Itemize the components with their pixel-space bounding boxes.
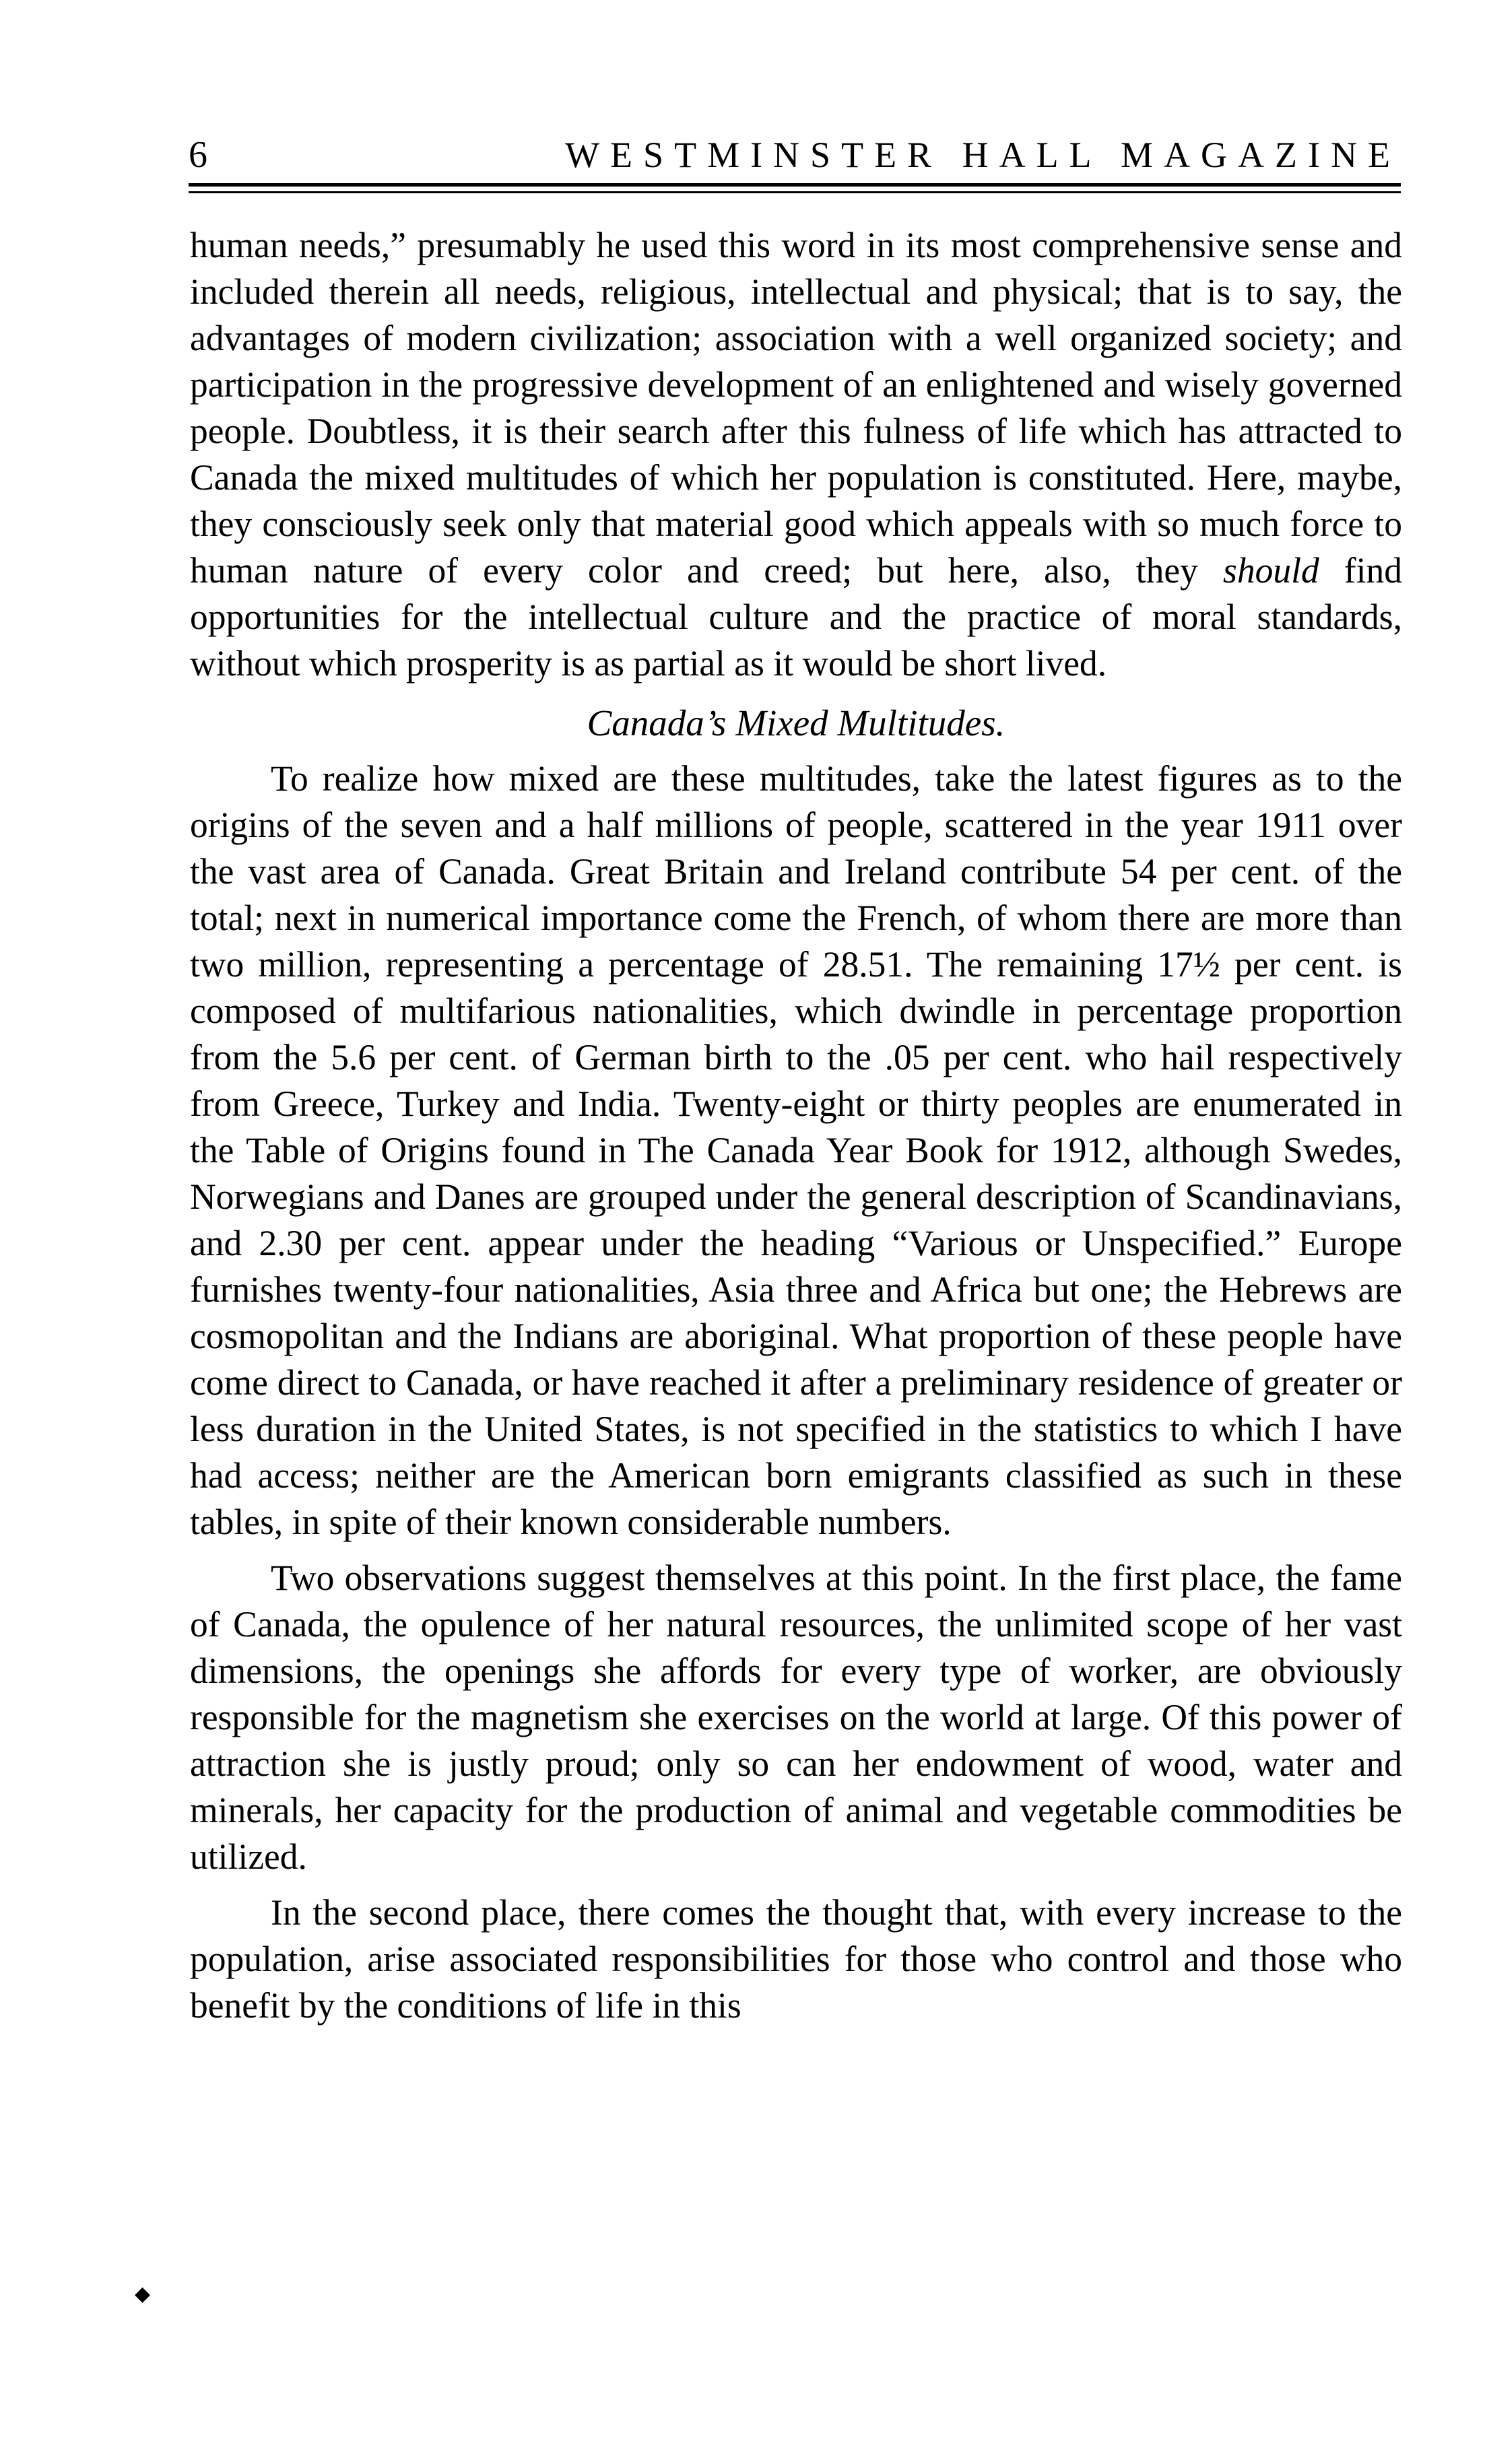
paragraph: Two observations suggest themselves at this point. In the first place, the fame of Canada, the opulence of her natural resources, the unlimited scope of her vast dimensions, the openings she affords for every type of worker, are obviously responsible for the magnetism she exercises on the world at large. Of this power of attraction she is justly proud; only so can her endowment of wood, water and minerals, her capacity for the production of animal and vegetable commodities be utilized. bbox=[190, 1558, 1402, 1877]
paragraph: In the second place, there comes the thought that, with every increase to the population, arise associated responsibilities for those who control and those who benefit by the conditions of life in this bbox=[190, 1892, 1402, 2026]
paragraph-text: find opportunities for the intellectual culture and the practice of moral standards, without which prosperity is as partial as it would be short lived. bbox=[190, 550, 1402, 684]
header-rule-thick bbox=[189, 183, 1401, 187]
page-number: 6 bbox=[189, 134, 207, 176]
emphasis-word: should bbox=[1223, 550, 1319, 591]
paragraph-text: human needs,” presumably he used this word in its most comprehensive sense and included therein all needs, religious, intellectual and physical; that is to say, the advantages of modern civilization; association with a well organized society; and participation in the progressive development of an enlightened and wisely governed people. Doubtless, it is their search after this fulness of life which has attracted to Canada the mixed multitudes of which her population is constituted. Here, maybe, they consciously seek only that material good which appeals with so much force to human nature of every color and creed; but here, also, they bbox=[190, 225, 1402, 591]
header-rule-thin bbox=[189, 191, 1401, 193]
paragraph-continued bbox=[190, 222, 1402, 687]
page-header bbox=[189, 128, 1401, 182]
article-body bbox=[190, 222, 1402, 2029]
running-title: WESTMINSTER HALL MAGAZINE bbox=[565, 135, 1401, 175]
section-heading: Canada’s Mixed Multitudes. bbox=[587, 702, 1005, 743]
margin-mark-icon: ◆ bbox=[135, 2282, 151, 2306]
paragraph: To realize how mixed are these multitudes, take the latest figures as to the origins of the seven and a half millions of people, scattered in the year 1911 over the vast area of Canada. Great Britain and Ireland contribute 54 per cent. of the total; next in numerical importance come the French, of whom there are more than two million, representing a percentage of 28.51. The remaining 17½ per cent. is composed of multifarious nationalities, which dwindle in percentage proportion from the 5.6 per cent. of German birth to the .05 per cent. who hail respectively from Greece, Turkey and India. Twenty-eight or thirty peoples are enumerated in the Table of Origins found in The Canada Year Book for 1912, although Swedes, Norwegians and Danes are grouped under the general description of Scandinavians, and 2.30 per cent. appear under the heading “Various or Unspecified.” Europe furnishes twenty-four nationalities, Asia three and Africa but one; the Hebrews are cosmopolitan and the Indians are aboriginal. What proportion of these people have come direct to Canada, or have reached it after a preliminary residence of greater or less duration in the United States, is not specified in the statistics to which I have had access; neither are the American born emigrants classified as such in these tables, in spite of their known considerable numbers. bbox=[190, 758, 1402, 1542]
